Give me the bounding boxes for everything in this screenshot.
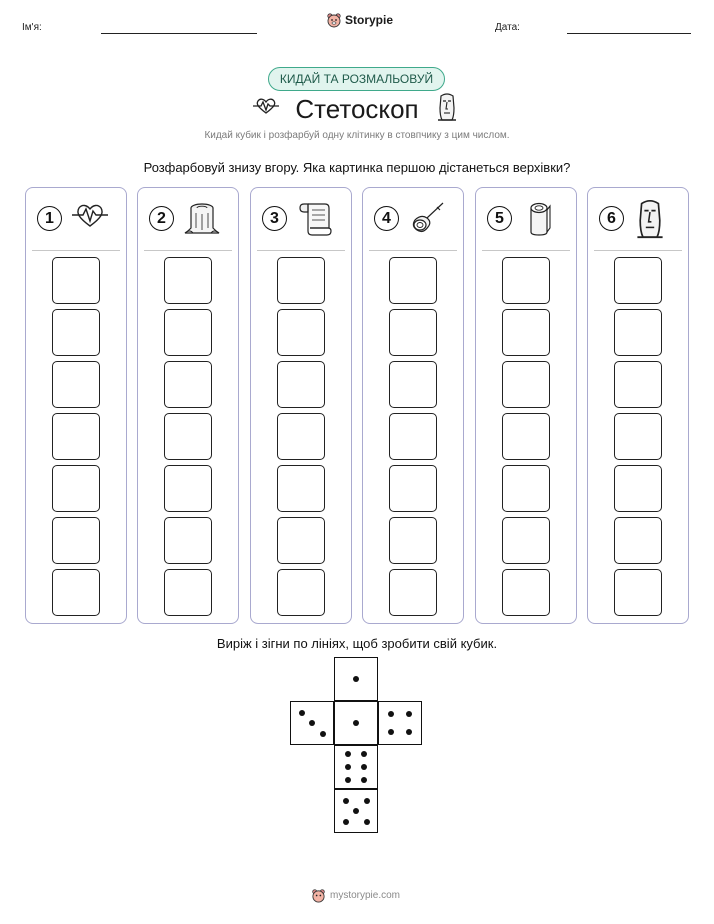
column-divider: [594, 250, 682, 251]
coloring-cell[interactable]: [164, 569, 212, 616]
name-line: [101, 33, 257, 34]
coloring-cell[interactable]: [389, 413, 437, 460]
coloring-cell[interactable]: [614, 413, 662, 460]
name-label: Ім'я:: [22, 22, 42, 33]
footer-url: mystorypie.com: [330, 890, 401, 901]
coloring-cell[interactable]: [389, 569, 437, 616]
column-divider: [369, 250, 457, 251]
activity-badge: КИДАЙ ТА РОЗМАЛЬОВУЙ: [268, 67, 445, 91]
coloring-cell[interactable]: [52, 517, 100, 564]
date-label: Дата:: [495, 22, 520, 33]
dice-pip: [361, 777, 367, 783]
column-header: [588, 188, 688, 250]
dice-pip: [345, 751, 351, 757]
coloring-cell[interactable]: [502, 309, 550, 356]
dice-pip: [364, 798, 370, 804]
column-number: 6: [599, 206, 624, 231]
dice-pip: [345, 764, 351, 770]
coloring-cell[interactable]: [389, 257, 437, 304]
cube-face-1: [334, 657, 378, 701]
subtitle: Кидай кубик і розфарбуй одну клітинку в стовпчику з цим числом.: [204, 130, 510, 141]
coloring-cell[interactable]: [52, 309, 100, 356]
dice-column-2: [137, 187, 239, 624]
column-divider: [257, 250, 345, 251]
coloring-cell[interactable]: [164, 413, 212, 460]
cube-face-5: [334, 789, 378, 833]
coloring-cell[interactable]: [164, 517, 212, 564]
coloring-cell[interactable]: [502, 569, 550, 616]
column-header: [476, 188, 576, 250]
column-number: 2: [149, 206, 174, 231]
coloring-cell[interactable]: [614, 257, 662, 304]
dice-pip: [343, 819, 349, 825]
coloring-cell[interactable]: [502, 413, 550, 460]
date-line: [567, 33, 691, 34]
dice-pip: [299, 710, 305, 716]
column-number: 1: [37, 206, 62, 231]
coloring-cell[interactable]: [614, 309, 662, 356]
brand-logo: [326, 12, 393, 28]
dice-pip: [364, 819, 370, 825]
dice-column-3: [250, 187, 352, 624]
cube-face-1: [334, 701, 378, 745]
cube-face-4: [378, 701, 422, 745]
tree-stump-icon: [182, 198, 222, 243]
dice-pip: [353, 808, 359, 814]
column-number: 4: [374, 206, 399, 231]
cut-instruction: Виріж і зігни по лініях, щоб зробити свій кубик.: [216, 636, 498, 651]
coloring-cell[interactable]: [614, 569, 662, 616]
column-header: [138, 188, 238, 250]
column-header: [251, 188, 351, 250]
dice-pip: [345, 777, 351, 783]
coloring-cell[interactable]: [164, 257, 212, 304]
scroll-icon: [295, 198, 335, 243]
column-number: 3: [262, 206, 287, 231]
coloring-cell[interactable]: [614, 465, 662, 512]
coloring-cell[interactable]: [277, 309, 325, 356]
column-divider: [144, 250, 232, 251]
dice-pip: [361, 764, 367, 770]
coloring-cell[interactable]: [164, 465, 212, 512]
coloring-cell[interactable]: [52, 569, 100, 616]
column-number: 5: [487, 206, 512, 231]
instruction-text: Розфарбовуй знизу вгору. Яка картинка першою дістанеться верхівки?: [143, 160, 571, 175]
coloring-cell[interactable]: [502, 361, 550, 408]
dice-pip: [361, 751, 367, 757]
paper-roll-icon: [520, 198, 560, 243]
dice-column-6: [587, 187, 689, 624]
column-divider: [32, 250, 120, 251]
dice-pip: [388, 729, 394, 735]
coloring-cell[interactable]: [502, 465, 550, 512]
dice-pip: [353, 720, 359, 726]
coloring-cell[interactable]: [52, 361, 100, 408]
heartbeat-icon: [70, 198, 110, 237]
coloring-cell[interactable]: [277, 465, 325, 512]
moai-statue-icon: [435, 92, 459, 122]
coloring-cell[interactable]: [389, 309, 437, 356]
coloring-cell[interactable]: [277, 413, 325, 460]
coloring-cell[interactable]: [389, 465, 437, 512]
dice-pip: [406, 711, 412, 717]
coloring-cell[interactable]: [389, 517, 437, 564]
horn-icon: [407, 198, 447, 243]
column-header: [363, 188, 463, 250]
cube-face-6: [334, 745, 378, 789]
coloring-cell[interactable]: [502, 257, 550, 304]
page-title: Стетоскоп: [295, 94, 419, 124]
coloring-cell[interactable]: [277, 517, 325, 564]
coloring-cell[interactable]: [502, 517, 550, 564]
dice-column-4: [362, 187, 464, 624]
coloring-cell[interactable]: [614, 517, 662, 564]
storypie-mascot-icon: [311, 888, 326, 903]
coloring-cell[interactable]: [164, 309, 212, 356]
column-divider: [482, 250, 570, 251]
storypie-mascot-icon: [326, 12, 342, 28]
coloring-cell[interactable]: [389, 361, 437, 408]
dice-pip: [388, 711, 394, 717]
footer: [311, 888, 400, 903]
coloring-cell[interactable]: [52, 465, 100, 512]
dice-pip: [353, 676, 359, 682]
coloring-cell[interactable]: [277, 569, 325, 616]
coloring-cell[interactable]: [277, 257, 325, 304]
coloring-cell[interactable]: [52, 257, 100, 304]
dice-pip: [343, 798, 349, 804]
coloring-cell[interactable]: [277, 361, 325, 408]
dice-pip: [309, 720, 315, 726]
column-header: [26, 188, 126, 250]
dice-column-1: [25, 187, 127, 624]
coloring-cell[interactable]: [52, 413, 100, 460]
dice-pip: [406, 729, 412, 735]
brand-name: Storypie: [345, 13, 394, 27]
coloring-cell[interactable]: [614, 361, 662, 408]
moai-statue-icon: [632, 198, 668, 245]
coloring-cell[interactable]: [164, 361, 212, 408]
cube-face-3: [290, 701, 334, 745]
dice-pip: [320, 731, 326, 737]
dice-column-5: [475, 187, 577, 624]
